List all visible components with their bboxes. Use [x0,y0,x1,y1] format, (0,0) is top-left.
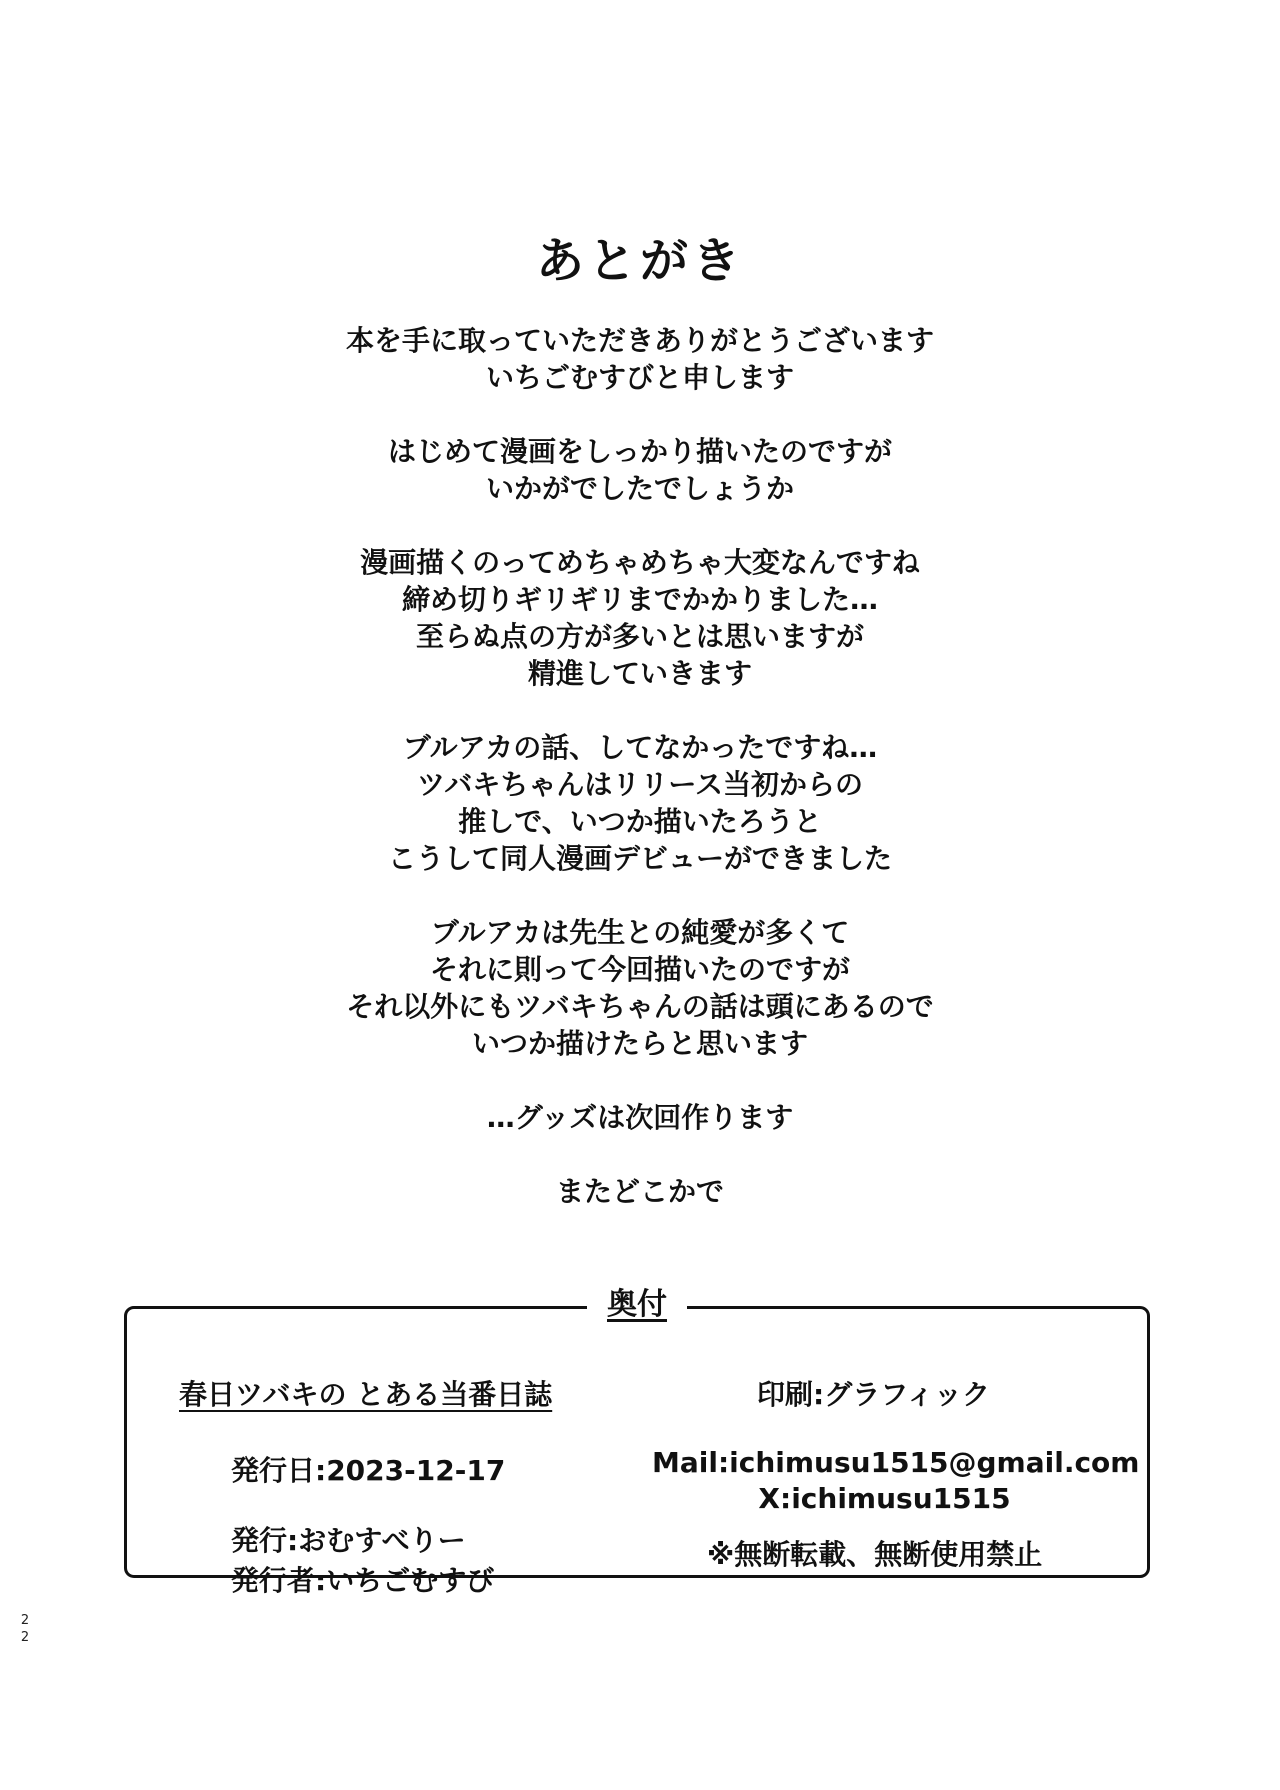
x-account: X:ichimusu1515 [758,1482,1011,1515]
afterword-line: またどこかで [555,1175,724,1208]
afterword-line: いちごむすびと申します [485,361,794,394]
mail-address: Mail:ichimusu1515@gmail.com [652,1446,1140,1479]
afterword-line: ブルアカの話、してなかったですね… [402,731,878,764]
afterword-line: それに則って今回描いたのですが [429,953,850,986]
colophon-heading [587,1281,687,1329]
afterword-line: こうして同人漫画デビューができました [387,842,892,875]
contact-info [652,1445,1140,1517]
page-number-digit: 2 [20,1630,30,1645]
release-date: 発行日:2023-12-17 [231,1454,506,1487]
afterword-line: 締め切りギリギリまでかかりました… [401,583,878,616]
afterword-line: ブルアカは先生との純愛が多くて [430,916,850,949]
work-title-cell [179,1377,552,1413]
afterword-paragraph [0,1173,1280,1210]
colophon-box [124,1287,1150,1597]
page-number-digit: 2 [20,1613,30,1628]
afterword-paragraph [0,322,1280,396]
afterword-paragraph [0,1099,1280,1136]
printer: 印刷:グラフィック [757,1378,990,1411]
afterword-paragraph [0,914,1280,1062]
afterword-title: あとがき [535,233,744,289]
colophon-heading-label: 奥付 [607,1287,667,1322]
afterword-line: 至らぬ点の方が多いとは思いますが [415,620,864,653]
afterword-line: 精進していきます [527,657,752,690]
page-number [18,1612,32,1646]
afterword-line: …グッズは次回作ります [486,1101,794,1134]
work-title: 春日ツバキの とある当番日誌 [179,1378,553,1411]
publisher-info [231,1521,494,1601]
afterword-line: 漫画描くのってめちゃめちゃ大変なんですね [360,546,920,579]
afterword-body [0,322,1280,1247]
reprint-notice: ※無断転載、無断使用禁止 [707,1538,1043,1571]
issuer: 発行者:いちごむすび [231,1564,495,1597]
afterword-paragraph [0,544,1280,692]
publisher: 発行:おむすべりー [231,1524,466,1557]
afterword-line: いつか描けたらと思います [471,1027,808,1060]
afterword-line: それ以外にもツバキちゃんの話は頭にあるので [346,990,934,1023]
afterword-line: いかがでしたでしょうか [485,472,794,505]
afterword-paragraph [0,729,1280,877]
afterword-line: 本を手に取っていただきありがとうございます [345,324,934,357]
afterword-line: はじめて漫画をしっかり描いたのですが [387,435,892,468]
afterword-line: ツバキちゃんはリリース当初からの [416,768,864,801]
afterword-line: 推しで、いつか描いたろうと [458,805,822,838]
afterword-paragraph [0,433,1280,507]
